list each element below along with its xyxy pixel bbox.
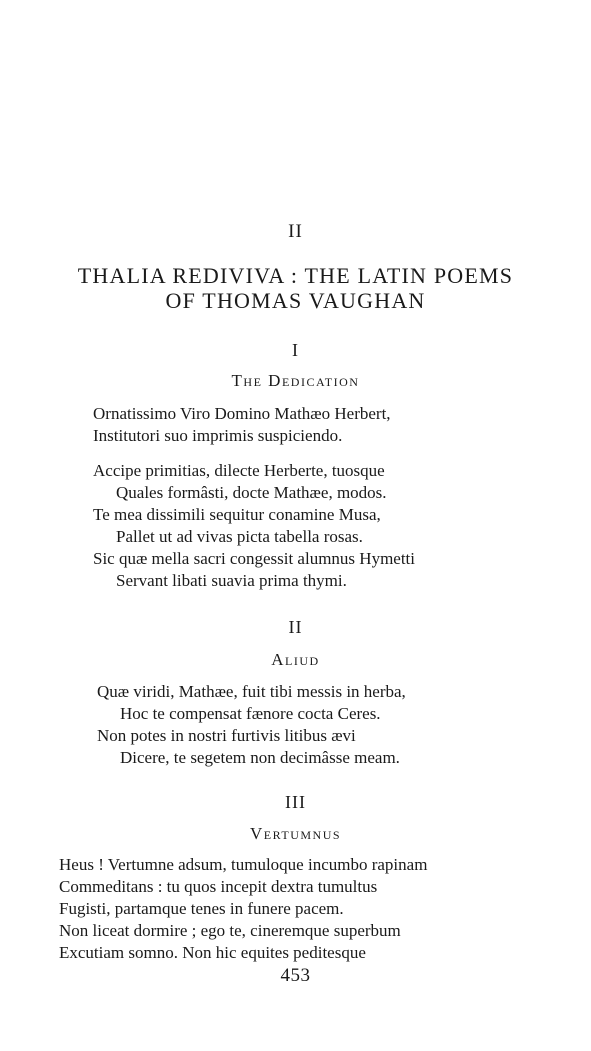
- section-number: III: [285, 792, 306, 812]
- verse-line: Servant libati suavia prima thymi.: [116, 571, 347, 590]
- main-title-line-2: OF THOMAS VAUGHAN: [165, 288, 426, 313]
- page-number: 453: [280, 965, 311, 986]
- verse-line: Pallet ut ad vivas picta tabella rosas.: [116, 527, 363, 546]
- section-title: The Dedication: [231, 371, 360, 390]
- verse-line: Non potes in nostri furtivis litibus ævi: [97, 726, 356, 745]
- section-title: Vertumnus: [249, 824, 342, 843]
- part-number: II: [288, 221, 303, 242]
- section-number: II: [288, 617, 303, 637]
- dedication-line: Institutori suo imprimis suspiciendo.: [93, 426, 343, 445]
- verse-line: Quæ viridi, Mathæe, fuit tibi messis in herba,: [97, 682, 406, 701]
- verse-line: Heus ! Vertumne adsum, tumuloque incumbo rapinam: [59, 855, 428, 874]
- verse-line: Dicere, te segetem non decimâsse meam.: [120, 748, 400, 767]
- section-title: Aliud: [271, 650, 320, 669]
- section-number: I: [292, 340, 299, 360]
- verse-line: Excutiam somno. Non hic equites peditesque: [59, 943, 366, 962]
- dedication-line: Ornatissimo Viro Domino Mathæo Herbert,: [93, 404, 391, 423]
- verse-line: Commeditans : tu quos incepit dextra tumultus: [59, 877, 378, 896]
- verse-line: Hoc te compensat fænore cocta Ceres.: [120, 704, 381, 723]
- verse-line: Accipe primitias, dilecte Herberte, tuosque: [93, 461, 385, 480]
- verse-line: Quales formâsti, docte Mathæe, modos.: [116, 483, 387, 502]
- verse-line: Sic quæ mella sacri congessit alumnus Hymetti: [93, 549, 416, 568]
- verse-line: Fugisti, partamque tenes in funere pacem.: [59, 899, 344, 918]
- verse-line: Non liceat dormire ; ego te, cineremque superbum: [59, 921, 401, 940]
- main-title-line-1: THALIA REDIVIVA : THE LATIN POEMS: [77, 263, 514, 288]
- verse-line: Te mea dissimili sequitur conamine Musa,: [93, 505, 381, 524]
